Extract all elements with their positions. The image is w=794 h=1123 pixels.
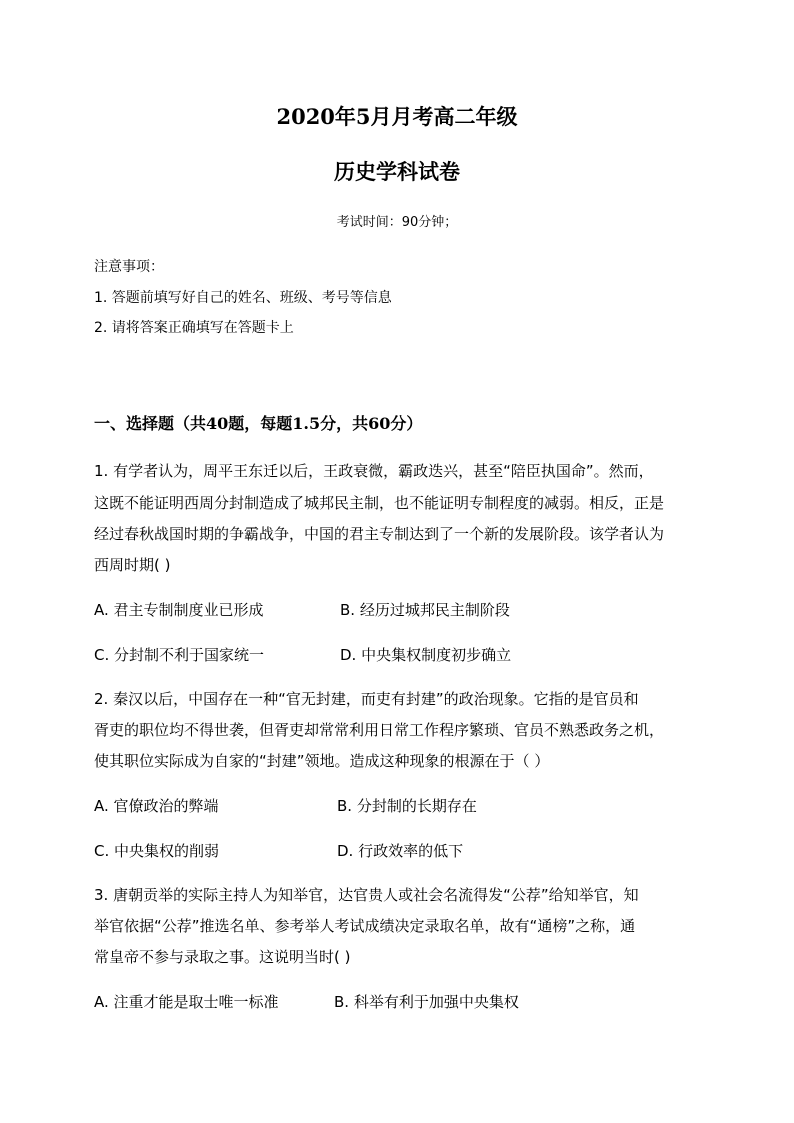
question-stem-line: 西周时期( ) [94, 556, 171, 574]
exam-subject-title: 历史学科试卷 [334, 159, 460, 184]
option-c: C. 分封制不利于国家统一 [94, 646, 265, 664]
question-stem-line: 常皇帝不参与录取之事。这说明当时( ) [94, 948, 351, 966]
option-b: B. 经历过城邦民主制阶段 [340, 601, 510, 619]
option-a: A. 官僚政治的弊端 [94, 797, 219, 815]
question-stem-line: 2. 秦汉以后，中国存在一种“官无封建，而吏有封建”的政治现象。它指的是官员和 [94, 690, 639, 708]
section-heading: 一、选择题（共40题，每题1.5分，共60分） [94, 414, 423, 433]
notes-item: 2. 请将答案正确填写在答题卡上 [94, 320, 294, 336]
option-d: D. 中央集权制度初步确立 [340, 646, 512, 664]
notes-item: 1. 答题前填写好自己的姓名、班级、考号等信息 [94, 290, 392, 306]
question-stem-line: 举官依据“公荐”推选名单、参考举人考试成绩决定录取名单，故有“通榜”之称，通 [94, 917, 636, 935]
option-b: B. 分封制的长期存在 [337, 797, 477, 815]
option-b: B. 科举有利于加强中央集权 [334, 993, 519, 1011]
question-stem-line: 经过春秋战国时期的争霸战争，中国的君主专制达到了一个新的发展阶段。该学者认为 [94, 525, 665, 543]
question-stem-line: 这既不能证明西周分封制造成了城邦民主制，也不能证明专制程度的减弱。相反，正是 [94, 494, 665, 512]
question-stem-line: 使其职位实际成为自家的“封建”领地。造成这种现象的根源在于（ ） [94, 752, 550, 770]
question-stem-line: 3. 唐朝贡举的实际主持人为知举官，达官贵人或社会名流得发“公荐”给知举官，知 [94, 886, 639, 904]
option-c: C. 中央集权的削弱 [94, 842, 220, 860]
option-d: D. 行政效率的低下 [337, 842, 464, 860]
exam-time: 考试时间：90分钟； [336, 215, 458, 230]
exam-title: 2020年5月月考高二年级 [276, 104, 518, 129]
option-a: A. 君主专制制度业已形成 [94, 601, 264, 619]
question-stem-line: 1. 有学者认为，周平王东迁以后，王政衰微，霸政迭兴，甚至“陪臣执国命”。然而， [94, 462, 654, 480]
question-stem-line: 胥吏的职位均不得世袭，但胥吏却常常利用日常工作程序繁琐、官员不熟悉政务之机， [94, 721, 665, 739]
notes-heading: 注意事项： [94, 259, 164, 275]
option-a: A. 注重才能是取士唯一标准 [94, 993, 279, 1011]
